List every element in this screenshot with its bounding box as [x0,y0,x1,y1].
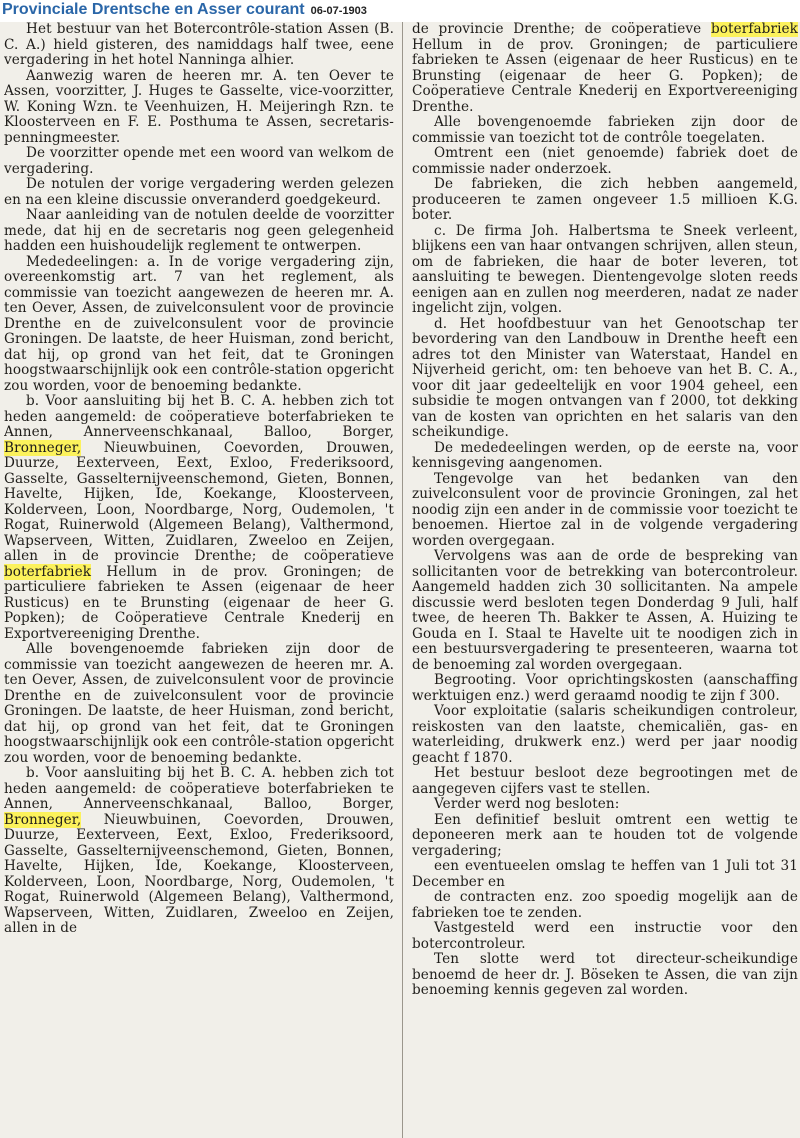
text-run: Nieuwbuinen, Coevorden, Drouwen, Duurze, Eexterveen, Eext, Exloo, Frederiksoord, Gasselte, Gasselternijveenschemond, Gieten, Bonnen, Havelte, Hijken, Ide, Koekange, Kloosterveen, Kolderveen, Loon, Noordbarge, Norg, Oudemolen, 't Rogat, Ruinerwold (Algemeen Belang), Valthermond, Wapserveen, Witten, Zuidlaren, Zweeloo en Zeijen, allen in de provincie Drenthe; de coöperatieve [4,439,394,564]
paragraph: Alle bovengenoemde fabrieken zijn door de commissie van toezicht tot de contrôle toegelaten. [412,114,798,146]
paragraph: c. De firma Joh. Halbertsma te Sneek verleent, blijkens een van haar ontvangen schrijven, allen steun, om de fabrieken, die haar de boter leveren, tot aansluiting te bewegen. Dientengevolge sloten reeds eenigen aan en zullen nog meerderen, nadat ze nader ingelicht zijn, volgen. [412,222,798,316]
paragraph: Mededeelingen: a. In de vorige vergadering zijn, overeenkomstig art. 7 van het reglement, als commissie van toezicht aangewezen de heeren mr. A. ten Oever, Assen, de zuivelconsulent voor de provincie Drenthe en de zuivelconsulent voor de provincie Groningen. De laatste, de heer Huisman, zond bericht, dat hij, op grond van het feit, dat te Groningen hoogstwaarschijnlijk ook een contrôle-station opgericht zou worden, voor de benoeming bedankte. [4,253,394,394]
paragraph: Alle bovengenoemde fabrieken zijn door de commissie van toezicht aangewezen de heeren mr. A. ten Oever, Assen, de zuivelconsulent voor de provincie Drenthe en de zuivelconsulent voor de provincie Groningen. De laatste, de heer Huisman, zond bericht, dat hij, op grond van het feit, dat te Groningen hoogstwaarschijnlijk ook een contrôle-station opgericht zou worden, voor de benoeming bedankte. [4,641,394,766]
publication-date: 06-07-1903 [310,5,367,17]
text-run: b. Voor aansluiting bij het B. C. A. hebben zich tot heden aangemeld: de coöperatieve boterfabrieken te Annen, Annerveenschkanaal, Balloo, Borger, [4,393,394,440]
paragraph: d. Het hoofdbestuur van het Genootschap ter bevordering van den Landbouw in Drenthe heeft een adres tot den Minister van Waterstaat, Handel en Nijverheid gericht, om: ten behoeve van het B. C. A., voor dit jaar gedeeltelijk en voor 1904 geheel, een subsidie te mogen ontvangen van f 2000, tot dekking van de kosten van oprichten en het salaris van den scheikundige. [412,315,798,440]
text-run: b. Voor aansluiting bij het B. C. A. hebben zich tot heden aangemeld: de coöperatieve boterfabrieken te Annen, Annerveenschkanaal, Balloo, Borger, [4,765,394,812]
paragraph [4,766,394,937]
paragraph: Tengevolge van het bedanken van den zuivelconsulent voor de provincie Groningen, zal het noodig zijn een ander in de commissie voor toezicht te benoemen. Hiertoe zal in de volgende vergadering worden overgegaan. [412,470,798,549]
paragraph: Verder werd nog besloten: [434,796,620,812]
paragraph: Naar aanleiding van de notulen deelde de voorzitter mede, dat hij en de secretaris nog geen gelegenheid hadden een huishoudelijk reglement te ontwerpen. [4,207,394,254]
newspaper-title: Provinciale Drentsche en Asser courant [2,1,305,18]
paragraph: Begrooting. Voor oprichtingskosten (aanschaffing werktuigen enz.) werd geraamd noodig te zijn f 300. [412,672,798,704]
paragraph: Aanwezig waren de heeren mr. A. ten Oever te Assen, voorzitter, J. Huges te Gasselte, vice-voorzitter, W. Koning Wzn. te Veenhuizen, H. Meijeringh Rzn. te Kloosterveen en F. E. Posthuma te Assen, secretaris-penningmeester. [4,67,394,146]
right-column [412,22,798,1138]
paragraph: De notulen der vorige vergadering werden gelezen en na een kleine discussie onveranderd goedgekeurd. [4,176,394,208]
paragraph: Een definitief besluit omtrent een wettig te deponeeren merk aan te houden tot de volgende vergadering; [412,811,798,859]
paragraph: Vervolgens was aan de orde de bespreking van sollicitanten voor de betrekking van botercontroleur. Aangemeld hadden zich 30 sollicitanten. Na ampele discussie werd besloten tegen Donderdag 9 Juli, half twee, de heeren Th. Bakker te Assen, A. Huizing te Gouda en I. Staal te Havelte uit te noodigen zich in een bestuursvergadering te presenteeren, waarna tot de benoeming zal worden overgegaan. [412,548,798,673]
paragraph: Het bestuur van het Botercontrôle-station Assen (B. C. A.) hield gisteren, des namiddags half twee, eene vergadering in het hotel Nanninga alhier. [4,22,394,68]
text-run: de provincie Drenthe; de coöperatieve [412,22,711,37]
paragraph: De mededeelingen werden, op de eerste na, voor kennisgeving aangenomen. [412,439,798,471]
paragraph [412,22,798,115]
paragraph: Voor exploitatie (salaris scheikundigen controleur, reiskosten van den laatste, chemicaliën, gas- en waterleiding, drukwerk enz.) werd per jaar noodig geacht f 1870. [412,703,798,766]
paragraph: De voorzitter opende met een woord van welkom de vergadering. [4,145,394,177]
search-highlight: boterfabriek [4,563,92,580]
newspaper-header [0,0,800,22]
paragraph: de contracten enz. zoo spoedig mogelijk aan de fabrieken toe te zenden. [412,889,798,921]
paragraph: Omtrent een (niet genoemde) fabriek doet de commissie nader onderzoek. [412,145,798,177]
text-run: Hellum in de prov. Groningen; de particuliere fabrieken te Assen (eigenaar de heer Rusticus) en te Brunsting (eigenaar de heer G. Popken); de Coöperatieve Centrale Knederij en Exportvereeniging Drenthe. [412,36,798,115]
paragraph [4,394,394,642]
text-run: Hellum in de prov. Groningen; de particuliere fabrieken te Assen (eigenaar de heer Rusticus) en te Brunsting (eigenaar de heer G. Popken); de Coöperatieve Centrale Knederij en Exportvereeniging Drenthe. [4,563,394,642]
search-highlight: boterfabriek [710,22,798,37]
paragraph: een eventueelen omslag te heffen van 1 Juli tot 31 December en [412,858,798,890]
text-run: Nieuwbuinen, Coevorden, Drouwen, Duurze, Eexterveen, Eext, Exloo, Frederiksoord, Gasselte, Gasselternijveenschemond, Gieten, Bonnen, Havelte, Hijken, Ide, Koekange, Kloosterveen, Kolderveen, Loon, Noordbarge, Norg, Oudemolen, 't Rogat, Ruinerwold (Algemeen Belang), Valthermond, Wapserveen, Witten, Zuidlaren, Zweeloo en Zeijen, allen in de [4,811,394,936]
paragraph: Het bestuur besloot deze begrootingen met de aangegeven cijfers vast te stellen. [412,765,798,797]
left-column [4,22,394,1138]
paragraph: Vastgesteld werd een instructie voor den botercontroleur. [412,920,798,952]
column-divider [402,22,403,1138]
search-highlight: Bronneger, [4,439,82,456]
paragraph: De fabrieken, die zich hebben aangemeld, produceeren te zamen ongeveer 1.5 millioen K.G. boter. [412,176,798,223]
paragraph: Ten slotte werd tot directeur-scheikundige benoemd de heer dr. J. Böseken te Assen, die van zijn benoeming kennis gegeven zal worden. [412,951,798,998]
newspaper-clipping [0,22,800,1138]
search-highlight: Bronneger, [4,811,82,828]
